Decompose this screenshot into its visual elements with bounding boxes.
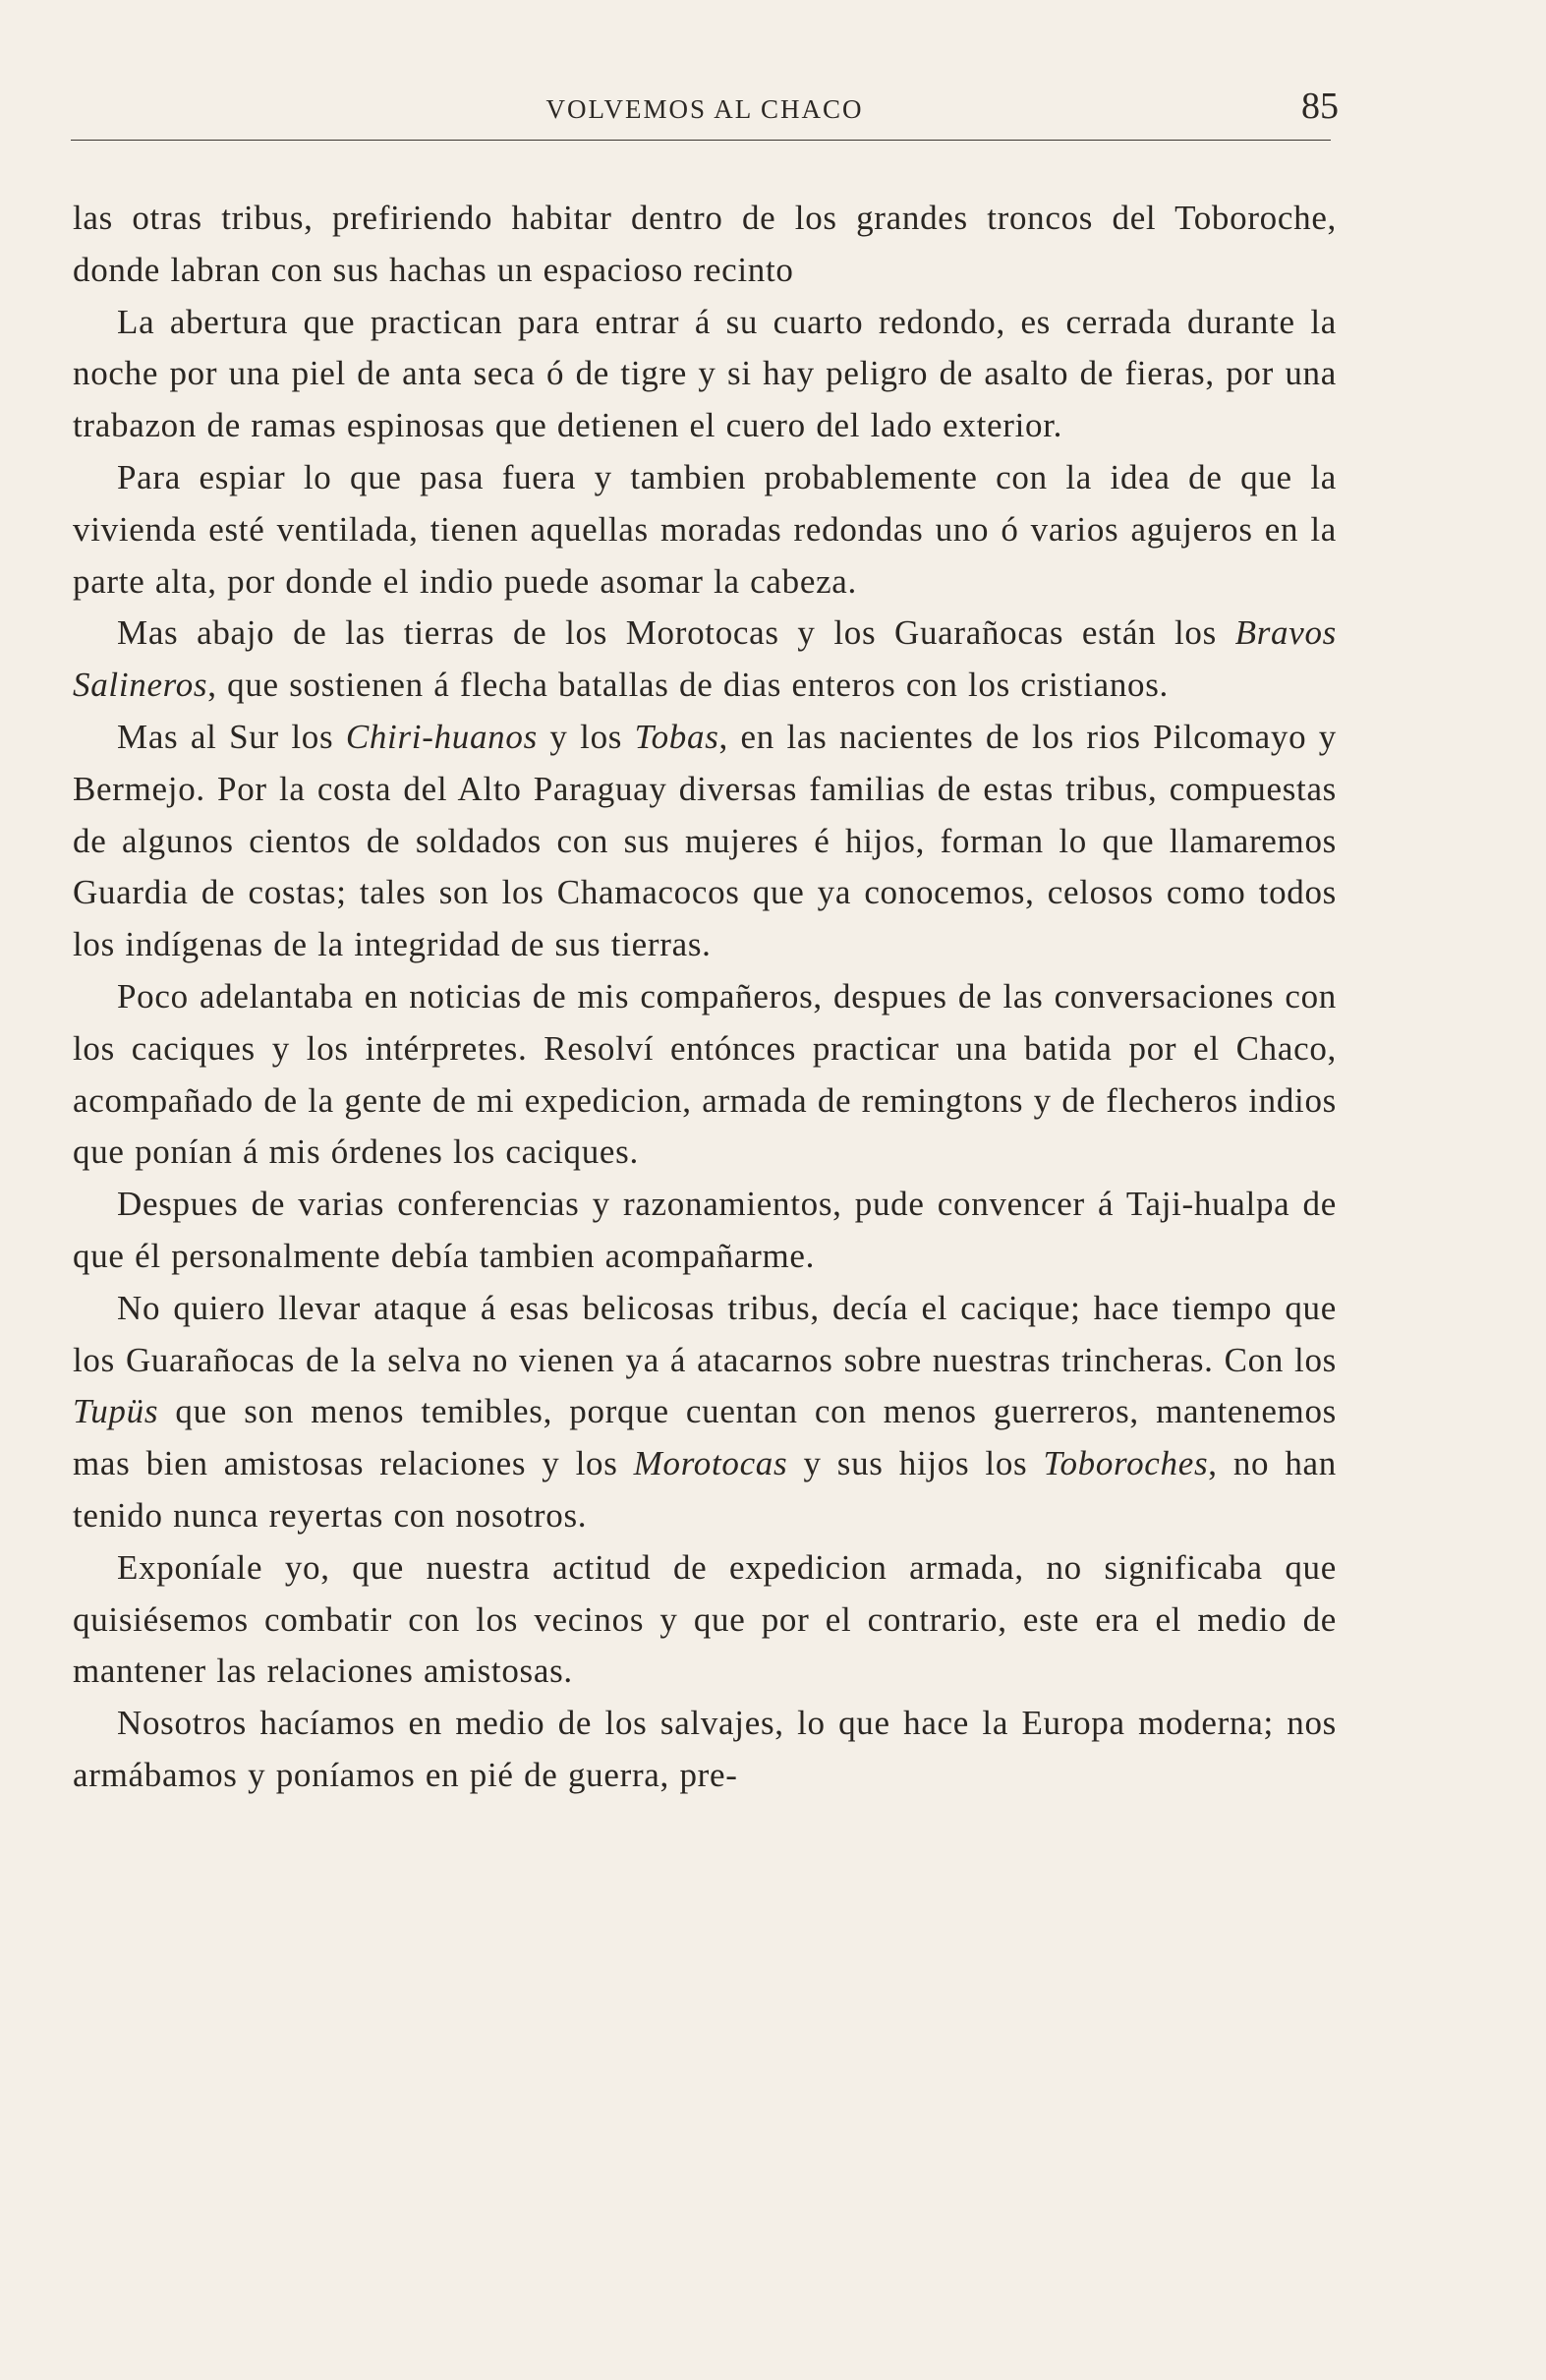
paragraph: [73, 193, 1337, 297]
italic-term: Morotocas: [633, 1444, 788, 1483]
paragraph: [73, 1542, 1337, 1698]
header-rule: [71, 140, 1331, 141]
italic-term: Chiri-huanos: [345, 717, 538, 756]
paragraph: [73, 971, 1337, 1179]
text-run: Mas al Sur los: [117, 717, 346, 756]
text-run: La abertura que practican para entrar á su cuarto redondo, es cerrada durante la noche por una piel de anta seca ó de tigre y si hay peligro de asalto de fieras, por una trabazon de ramas espinosas que detienen el cuero del lado exterior.: [73, 302, 1337, 445]
text-run: que son menos temibles, porque cuentan con menos guerreros, mantenemos mas bien amistosas relaciones y los: [73, 1392, 1337, 1483]
text-run: , que sostienen á flecha batallas de dias enteros con los cristianos.: [207, 666, 1169, 705]
text-run: , en las nacientes de los rios Pilcomayo y Bermejo. Por la costa del Alto Paraguay diversas familias de estas tribus, compuestas de algunos cientos de soldados con sus mujeres é hijos, forman lo que llamaremos Guardia de costas; tales son los Chamacocos que ya conocemos, celosos como todos los indígenas de la integridad de sus tierras.: [73, 717, 1337, 964]
italic-term: Tobas: [634, 717, 719, 756]
paragraph: [73, 1179, 1337, 1283]
italic-term: Bravos Salineros: [73, 613, 1337, 705]
text-run: , no han tenido nunca reyertas con nosotros.: [73, 1444, 1337, 1535]
text-run: No quiero llevar ataque á esas belicosas tribus, decía el cacique; hace tiempo que los Guarañocas de la selva no vienen ya á atacarnos sobre nuestras trincheras. Con los: [73, 1288, 1337, 1379]
text-run: las otras tribus, prefiriendo habitar dentro de los grandes troncos del Toboroche, donde labran con sus hachas un espacioso recinto: [73, 199, 1337, 289]
italic-term: Tupüs: [73, 1392, 159, 1431]
paragraph: [73, 1283, 1337, 1542]
text-run: Para espiar lo que pasa fuera y tambien probablemente con la idea de que la vivienda esté ventilada, tienen aquellas moradas redondas uno ó varios agujeros en la parte alta, por donde el indio puede asomar la cabeza.: [73, 457, 1337, 601]
paragraph: [73, 452, 1337, 608]
italic-term: Toboroches: [1043, 1444, 1209, 1483]
page-number: 85: [1301, 86, 1339, 127]
paragraph: [73, 712, 1337, 971]
body-text: [73, 193, 1337, 1802]
running-title: VOLVEMOS AL CHACO: [545, 94, 864, 124]
text-run: Exponíale yo, que nuestra actitud de expedicion armada, no significaba que quisiésemos combatir con los vecinos y que por el contrario, este era el medio de mantener las relaciones amistosas.: [73, 1547, 1337, 1691]
text-run: Nosotros hacíamos en medio de los salvajes, lo que hace la Europa moderna; nos armábamos y poníamos en pié de guerra, pre-: [73, 1704, 1337, 1794]
text-run: y sus hijos los: [787, 1444, 1044, 1483]
paragraph: [73, 297, 1337, 452]
text-run: Despues de varias conferencias y razonamientos, pude convencer á Taji-hualpa de que él personalmente debía tambien acompañarme.: [73, 1185, 1337, 1275]
paragraph: [73, 608, 1337, 712]
text-run: y los: [537, 717, 635, 756]
paragraph: [73, 1698, 1337, 1802]
text-run: Poco adelantaba en noticias de mis compañeros, despues de las conversaciones con los caciques y los intérpretes. Resolví entónces practicar una batida por el Chaco, acompañado de la gente de mi expedicion, armada de remingtons y de flecheros indios que ponían á mis órdenes los caciques.: [73, 976, 1337, 1172]
text-run: Mas abajo de las tierras de los Morotocas y los Guarañocas están los: [117, 613, 1235, 653]
running-head: [71, 86, 1339, 140]
